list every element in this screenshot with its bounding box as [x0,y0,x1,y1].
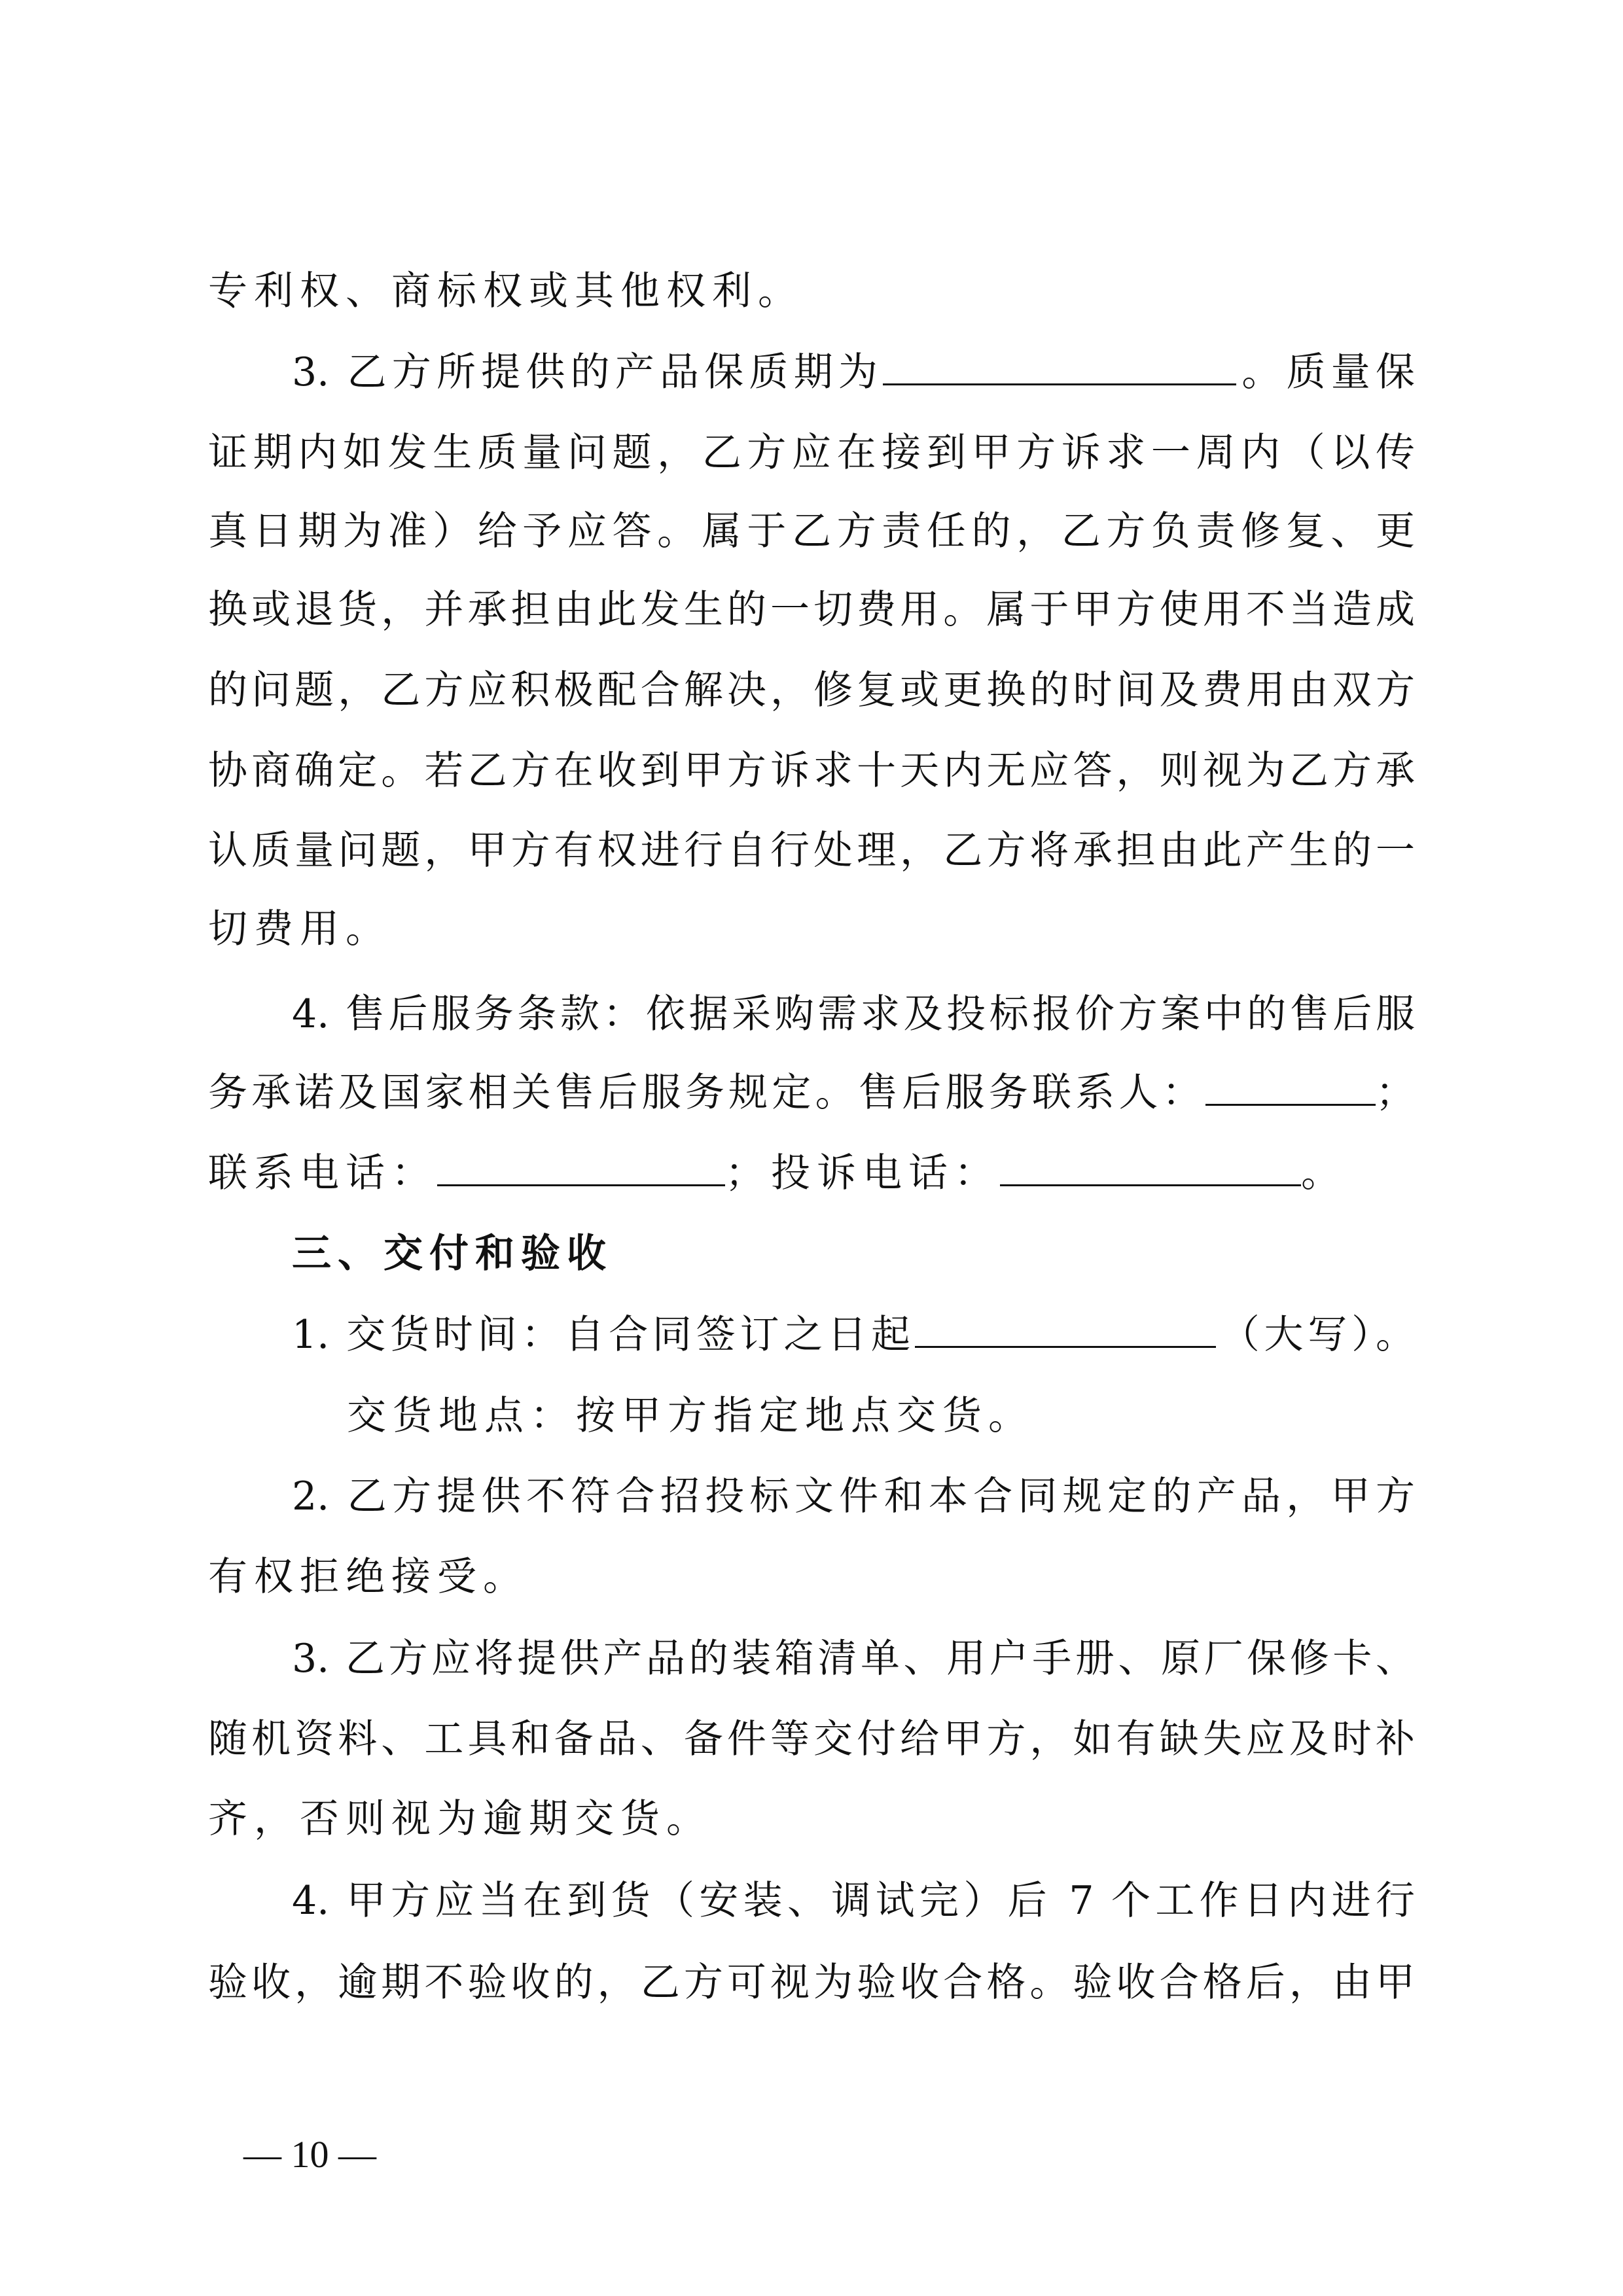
page-number: — 10 — [243,2133,376,2176]
clause-4b-first-line: 4. 甲方应当在到货（安装、调试完）后 7 个工作日内进行 [292,1878,1415,1924]
warranty-period-blank [883,343,1236,385]
phone-line: 联系电话： ；投诉电话： 。 [208,1134,1415,1212]
clause-3b-first-line: 3. 乙方应将提供产品的装箱清单、用户手册、原厂保修卡、 [292,1636,1415,1682]
delivery-time-line: 1. 交货时间：自合同签订之日起 （大写）。 [292,1296,1415,1374]
paragraph-line: 验收，逾期不验收的，乙方可视为验收合格。验收合格后，由甲 [208,1960,1415,2005]
contact-phone-blank [437,1144,725,1186]
paragraph-line: 切费用。 [208,906,391,952]
after-sales-contact-blank [1205,1063,1376,1106]
after-sales-contact-line: 务承诺及国家相关售后服务规定。售后服务联系人： ； [208,1053,1415,1132]
paragraph-line: 认质量问题，甲方有权进行自行处理，乙方将承担由此产生的一 [208,828,1415,874]
clause-3-first-line: 3. 乙方所提供的产品保质期为 。质量保 [292,333,1415,412]
complaint-phone-blank [1000,1144,1301,1186]
paragraph-line: 齐，否则视为逾期交货。 [208,1796,712,1842]
paragraph-line: 的问题，乙方应积极配合解决，修复或更换的时间及费用由双方 [208,667,1415,713]
clause-4-first-line: 4. 售后服务条款：依据采购需求及投标报价方案中的售后服 [292,991,1415,1037]
section-heading: 三、交付和验收 [292,1231,613,1277]
clause-2-first-line: 2. 乙方提供不符合招投标文件和本合同规定的产品，甲方 [292,1474,1415,1519]
paragraph-line: 协商确定。若乙方在收到甲方诉求十天内无应答，则视为乙方承 [208,748,1415,794]
paragraph-line: 有权拒绝接受。 [208,1554,529,1600]
paragraph-line: 证期内如发生质量问题，乙方应在接到甲方诉求一周内（以传 [208,430,1415,476]
paragraph-line: 随机资料、工具和备品、备件等交付给甲方，如有缺失应及时补 [208,1716,1415,1762]
delivery-location-line: 交货地点：按甲方指定地点交货。 [347,1393,1034,1439]
paragraph-line: 换或退货，并承担由此发生的一切费用。属于甲方使用不当造成 [208,587,1415,633]
paragraph-line: 真日期为准）给予应答。属于乙方责任的，乙方负责修复、更 [208,508,1415,554]
paragraph-line: 专利权、商标权或其他权利。 [208,268,804,314]
delivery-time-blank [915,1305,1216,1348]
